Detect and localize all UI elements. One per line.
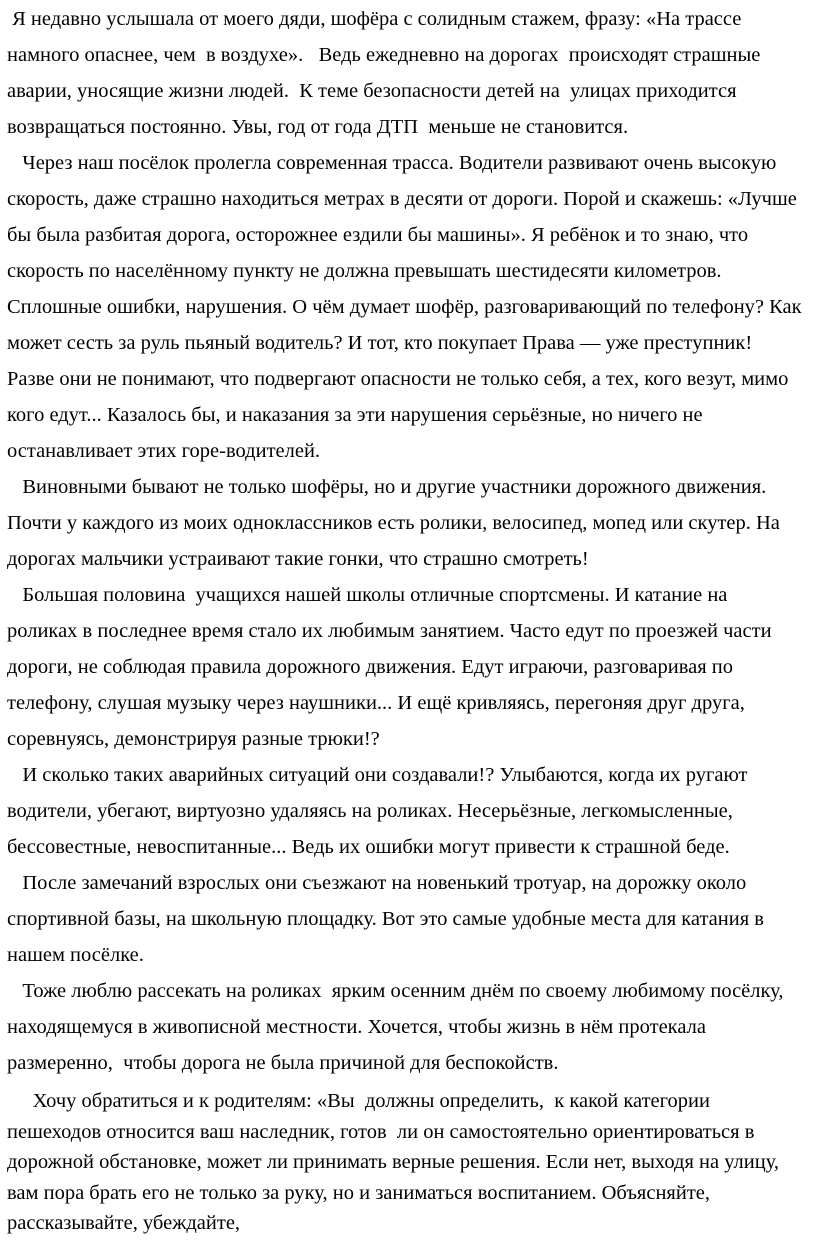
paragraph-village [7, 973, 807, 1081]
text-line: соревнуясь, демонстрируя разные трюки!? [7, 728, 380, 750]
text-line: останавливает этих горе-водителей. [7, 440, 321, 462]
paragraph-other-participants [7, 469, 807, 577]
text-line: может сесть за руль пьяный водитель? И тот, кто покупает Права — уже преступник! [7, 332, 753, 354]
text-line: аварии, уносящие жизни людей. К теме безопасности детей на улицах приходится [7, 80, 737, 102]
paragraph-sidewalk [7, 865, 807, 973]
text-line: возвращаться постоянно. Увы, год от года ДТП меньше не становится. [7, 116, 629, 138]
text-line: Виновными бывают не только шофёры, но и другие участники дорожного движения. [7, 476, 767, 498]
paragraph-parents-appeal [7, 1086, 807, 1239]
document-body [7, 0, 807, 1239]
paragraph-uncle-quote [7, 1, 807, 145]
text-line: бессовестные, невоспитанные... Ведь их ошибки могут привести к страшной беде. [7, 836, 730, 858]
text-line: находящемуся в живописной местности. Хочется, чтобы жизнь в нём протекала [7, 1016, 706, 1038]
text-line: пешеходов относится ваш наследник, готов ли он самостоятельно ориентироваться в [7, 1120, 755, 1143]
text-line: роликах в последнее время стало их любимым занятием. Часто едут по проезжей части [7, 620, 772, 642]
text-line: Через наш посёлок пролегла современная трасса. Водители развивают очень высокую [7, 152, 777, 174]
text-line: рассказывайте, убеждайте, [7, 1212, 241, 1234]
text-line: Хочу обратиться и к родителям: «Вы должны определить, к какой категории [7, 1090, 710, 1112]
text-line: размеренно, чтобы дорога не была причиной для беспокойств. [7, 1052, 559, 1074]
text-line: водители, убегают, виртуозно удаляясь на роликах. Несерьёзные, легкомысленные, [7, 800, 733, 822]
text-line: кого едут... Казалось бы, и наказания за эти нарушения серьёзные, но ничего не [7, 404, 703, 426]
text-line: После замечаний взрослых они съезжают на новенький тротуар, на дорожку около [7, 872, 747, 894]
text-line: телефону, слушая музыку через наушники... И ещё кривляясь, перегоняя друг друга, [7, 692, 745, 714]
text-line: дорожной обстановке, может ли принимать верные решения. Если нет, выходя на улицу, [7, 1151, 780, 1173]
text-line: бы была разбитая дорога, осторожнее ездили бы машины». Я ребёнок и то знаю, что [7, 224, 749, 246]
text-line: скорость, даже страшно находиться метрах в десяти от дороги. Порой и скажешь: «Лучше [7, 188, 797, 210]
text-line: нашем посёлке. [7, 944, 144, 966]
text-line: Почти у каждого из моих одноклассников есть ролики, велосипед, мопед или скутер. На [7, 512, 780, 534]
text-line: Тоже люблю рассекать на роликах ярким осенним днём по своему любимому посёлку, [7, 980, 784, 1002]
text-line: скорость по населённому пункту не должна превышать шестидесяти километров. [7, 260, 722, 282]
text-line: Сплошные ошибки, нарушения. О чём думает шофёр, разговаривающий по телефону? Как [7, 296, 802, 318]
text-line: Я недавно услышала от моего дяди, шофёра с солидным стажем, фразу: «На трассе [7, 8, 742, 30]
text-line: намного опаснее, чем в воздухе». Ведь ежедневно на дорогах происходят страшные [7, 44, 761, 66]
paragraph-highway [7, 145, 807, 469]
paragraph-rollerblading [7, 577, 807, 757]
text-line: Большая половина учащихся нашей школы отличные спортсмены. И катание на [7, 584, 728, 606]
text-line: И сколько таких аварийных ситуаций они создавали!? Улыбаются, когда их ругают [7, 764, 748, 786]
paragraph-emergencies [7, 757, 807, 865]
text-line: Разве они не понимают, что подвергают опасности не только себя, а тех, кого везут, мимо [7, 368, 789, 390]
text-line: вам пора брать его не только за руку, но и заниматься воспитанием. Объясняйте, [7, 1181, 711, 1204]
text-line: дороги, не соблюдая правила дорожного движения. Едут играючи, разговаривая по [7, 656, 733, 678]
text-line: спортивной базы, на школьную площадку. Вот это самые удобные места для катания в [7, 908, 764, 930]
text-line: дорогах мальчики устраивают такие гонки, что страшно смотреть! [7, 548, 589, 570]
